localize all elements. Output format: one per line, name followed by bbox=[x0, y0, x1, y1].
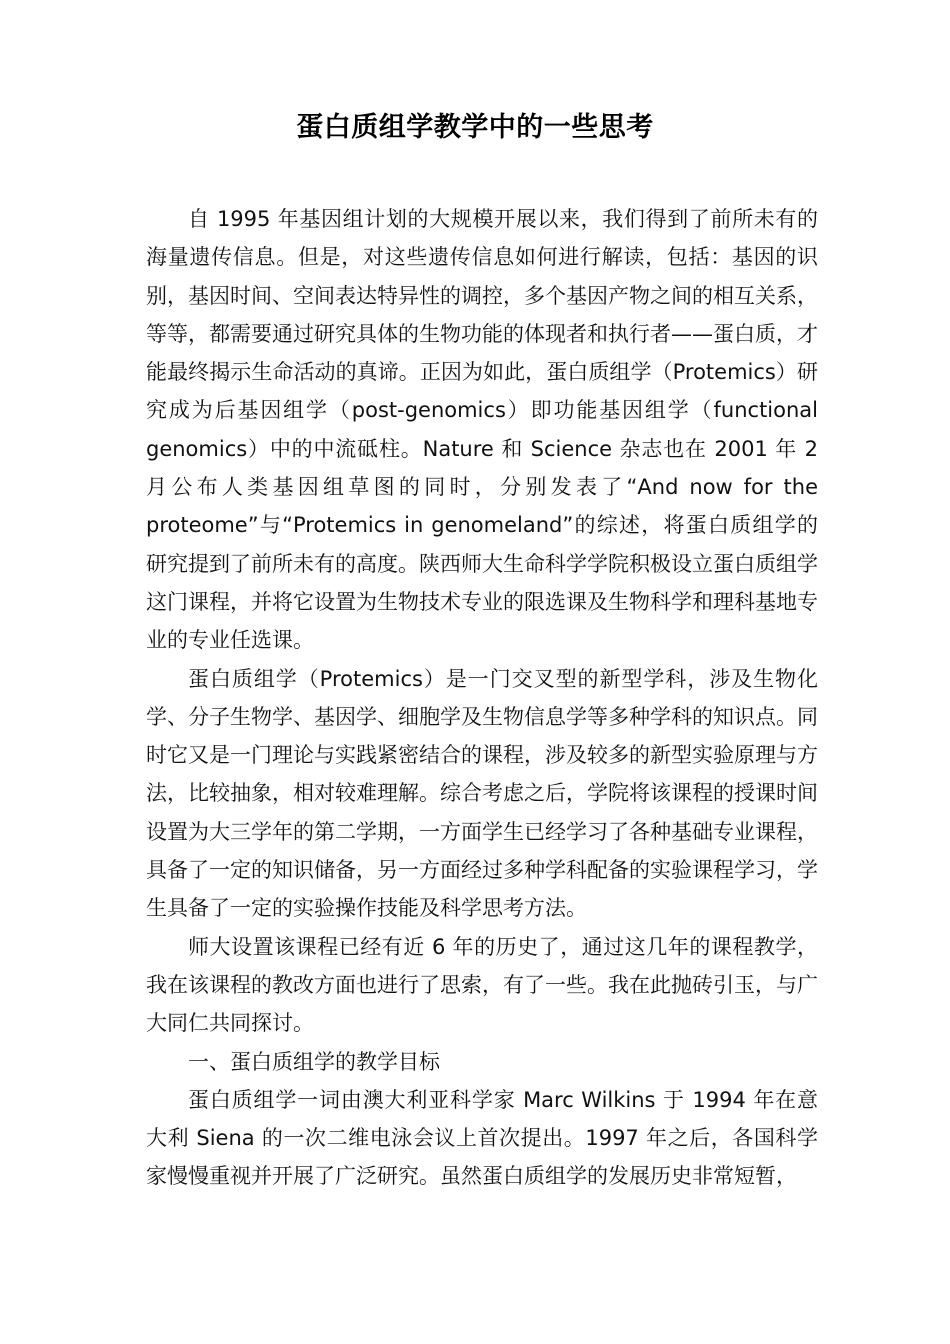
paragraph-proteomics-origin: 蛋白质组学一词由澳大利亚科学家 Marc Wilkins 于 1994 年在意大利 Siena 的一次二维电泳会议上首次提出。1997 年之后，各国科学家慢慢重视并开展了广泛研究。虽然蛋白质组学的发展历史非常短暂， bbox=[146, 1087, 818, 1189]
section-heading-teaching-goals: 一、蛋白质组学的教学目标 bbox=[188, 1049, 440, 1074]
paragraph-course-history: 师大设置该课程已经有近 6 年的历史了，通过这几年的课程教学，我在该课程的教改方面也进行了思索，有了一些。我在此抛砖引玉，与广大同仁共同探讨。 bbox=[146, 934, 818, 1036]
document-title: 蛋白质组学教学中的一些思考 bbox=[296, 112, 654, 143]
document-body bbox=[146, 200, 818, 1196]
paragraph-course-nature: 蛋白质组学（Protemics）是一门交叉型的新型学科，涉及生物化学、分子生物学、基因学、细胞学及生物信息学等多种学科的知识点。同时它又是一门理论与实践紧密结合的课程，涉及较多的新型实验原理与方法，比较抽象，相对较难理解。综合考虑之后，学院将该课程的授课时间设置为大三学年的第二学期，一方面学生已经学习了各种基础专业课程，具备了一定的知识储备，另一方面经过多种学科配备的实验课程学习，学生具备了一定的实验操作技能及科学思考方法。 bbox=[146, 666, 818, 921]
paragraph-intro: 自 1995 年基因组计划的大规模开展以来，我们得到了前所未有的海量遗传信息。但是，对这些遗传信息如何进行解读，包括：基因的识别，基因时间、空间表达特异性的调控，多个基因产物之间的相互关系，等等，都需要通过研究具体的生物功能的体现者和执行者——蛋白质，才能最终揭示生命活动的真谛。正因为如此，蛋白质组学（Protemics）研究成为后基因组学（post-genomics）即功能基因组学（functional genomics）中的中流砥柱。Nature 和 Science 杂志也在 2001 年 2 月公布人类基因组草图的同时，分别发表了“And now for the proteome”与“Protemics in genomeland”的综述，将蛋白质组学的研究提到了前所未有的高度。陕西师大生命科学学院积极设立蛋白质组学这门课程，并将它设置为生物技术专业的限选课及生物科学和理科基地专业的专业任选课。 bbox=[146, 207, 818, 653]
